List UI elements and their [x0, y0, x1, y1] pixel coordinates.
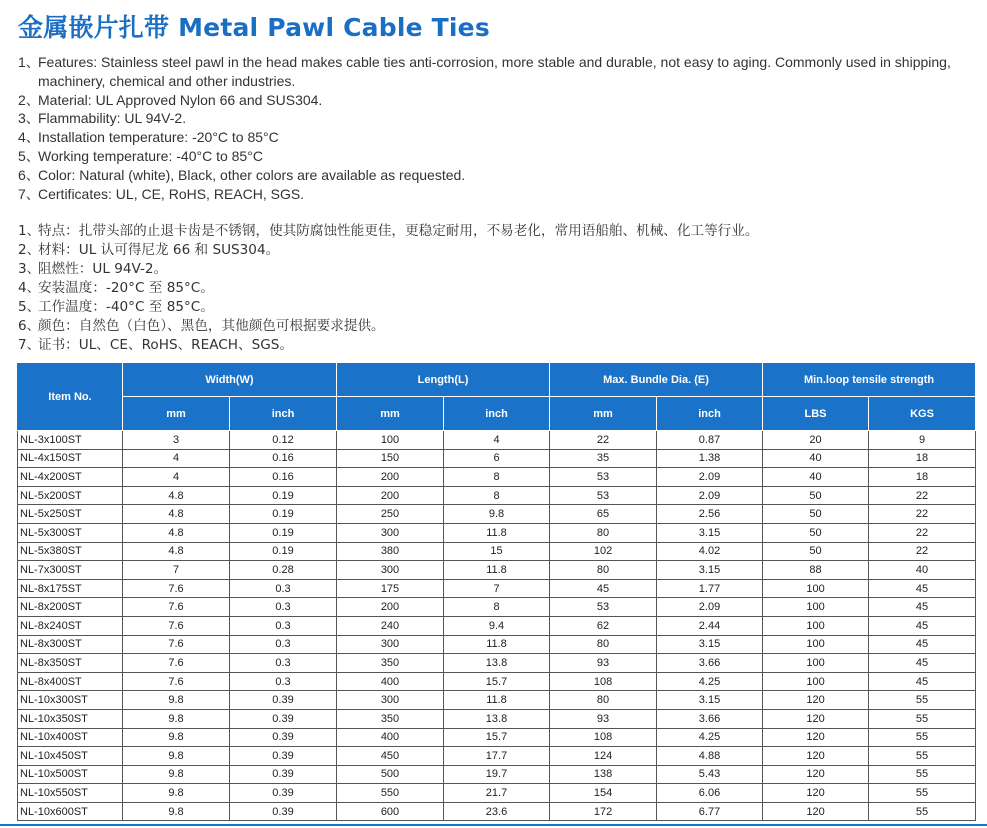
table-cell: 0.3: [230, 616, 337, 635]
feature-text: Material: UL Approved Nylon 66 and SUS304.: [38, 91, 323, 108]
table-cell: 6: [444, 449, 550, 468]
table-cell: 9.8: [123, 747, 230, 766]
feature-item: 4、 Installation temperature: -20°C to 85°C: [18, 129, 279, 146]
header-bundle-dia: Max. Bundle Dia. (E): [550, 363, 763, 397]
table-cell: 4.8: [123, 486, 230, 505]
table-cell: 120: [763, 747, 869, 766]
table-cell: 2.09: [657, 468, 763, 487]
table-cell: 0.16: [230, 468, 337, 487]
table-cell: 0.19: [230, 523, 337, 542]
feature-item: 2、 材料：UL 认可得尼龙 66 和 SUS304。: [18, 242, 280, 258]
features-list-en: [18, 53, 987, 203]
table-cell: 0.19: [230, 486, 337, 505]
table-cell: 2.09: [657, 486, 763, 505]
feature-text: 工作温度：-40°C 至 85°C。: [38, 299, 214, 315]
table-row: [18, 765, 976, 784]
feature-text: Flammability: UL 94V-2.: [38, 110, 187, 127]
table-cell: 7.6: [123, 654, 230, 673]
table-cell: 4: [444, 431, 550, 450]
table-cell: 7.6: [123, 616, 230, 635]
table-cell: 7.6: [123, 598, 230, 617]
feature-item: 2、 Material: UL Approved Nylon 66 and SUS304.: [18, 91, 323, 108]
table-cell: 4.8: [123, 542, 230, 561]
table-cell: 0.39: [230, 784, 337, 803]
table-cell: 4.88: [657, 747, 763, 766]
table-cell: 4.8: [123, 505, 230, 524]
table-cell: 300: [337, 561, 444, 580]
table-cell-item-no: NL-5x300ST: [18, 523, 123, 542]
table-cell: 1.77: [657, 579, 763, 598]
table-cell: 55: [869, 765, 976, 784]
table-cell: 0.16: [230, 449, 337, 468]
subheader-inch: inch: [657, 397, 763, 431]
table-cell: 380: [337, 542, 444, 561]
table-cell: 17.7: [444, 747, 550, 766]
table-cell-item-no: NL-10x300ST: [18, 691, 123, 710]
table-cell: 8: [444, 486, 550, 505]
table-cell: 400: [337, 672, 444, 691]
feature-item: 5、 工作温度：-40°C 至 85°C。: [18, 299, 214, 315]
feature-text: 证书：UL、CE、RoHS、REACH、SGS。: [38, 337, 293, 353]
table-cell: 45: [869, 672, 976, 691]
header-length: Length(L): [337, 363, 550, 397]
table-cell: 124: [550, 747, 657, 766]
table-row: [18, 449, 976, 468]
table-cell: 500: [337, 765, 444, 784]
feature-text: Working temperature: -40°C to 85°C: [38, 147, 263, 164]
table-cell: 2.56: [657, 505, 763, 524]
table-cell: 53: [550, 598, 657, 617]
feature-item: 1、 Features: Stainless steel pawl in the head makes cable ties anti-corrosion, more stable and durable, not easy to aging. Commonly used in shipping, machinery, chemical and other industries.: [18, 54, 951, 89]
table-cell: 15.7: [444, 728, 550, 747]
table-cell: 4.8: [123, 523, 230, 542]
table-cell-item-no: NL-10x400ST: [18, 728, 123, 747]
table-cell: 120: [763, 691, 869, 710]
feature-item: 3、 Flammability: UL 94V-2.: [18, 110, 187, 127]
table-cell: 100: [763, 579, 869, 598]
header-width: Width(W): [123, 363, 337, 397]
feature-text: Installation temperature: -20°C to 85°C: [38, 129, 279, 146]
table-cell: 40: [763, 449, 869, 468]
subheader-inch: inch: [444, 397, 550, 431]
subheader-inch: inch: [230, 397, 337, 431]
table-cell: 9.8: [123, 765, 230, 784]
subheader-kgs: KGS: [869, 397, 976, 431]
table-cell: 3.66: [657, 709, 763, 728]
table-cell: 65: [550, 505, 657, 524]
table-cell: 55: [869, 747, 976, 766]
table-cell: 80: [550, 691, 657, 710]
table-row: [18, 542, 976, 561]
table-cell: 100: [337, 431, 444, 450]
table-cell: 120: [763, 802, 869, 821]
table-cell: 55: [869, 784, 976, 803]
table-cell: 9: [869, 431, 976, 450]
table-row: [18, 431, 976, 450]
subheader-mm: mm: [123, 397, 230, 431]
table-cell: 300: [337, 635, 444, 654]
table-cell-item-no: NL-10x600ST: [18, 802, 123, 821]
table-cell: 1.38: [657, 449, 763, 468]
table-row: [18, 802, 976, 821]
feature-text: Features: Stainless steel pawl in the head makes cable ties anti-corrosion, more stable and durable, not easy to aging. Commonly used in shipping, machinery, chemical and other industries.: [38, 54, 951, 89]
table-cell: 100: [763, 672, 869, 691]
table-cell-item-no: NL-10x500ST: [18, 765, 123, 784]
feature-text: 颜色：自然色（白色）、黑色，其他颜色可根据要求提供。: [38, 318, 385, 334]
table-cell: 108: [550, 672, 657, 691]
feature-text: 特点：扎带头部的止退卡齿是不锈钢，使其防腐蚀性能更佳，更稳定耐用，不易老化，常用语船舶、机械、化工等行业。: [38, 223, 759, 239]
table-cell: 13.8: [444, 709, 550, 728]
table-cell: 88: [763, 561, 869, 580]
table-cell: 0.39: [230, 802, 337, 821]
table-cell: 172: [550, 802, 657, 821]
table-cell: 350: [337, 654, 444, 673]
table-row: [18, 728, 976, 747]
table-cell: 0.39: [230, 765, 337, 784]
table-cell: 19.7: [444, 765, 550, 784]
table-cell-item-no: NL-5x250ST: [18, 505, 123, 524]
table-cell: 550: [337, 784, 444, 803]
table-cell: 22: [550, 431, 657, 450]
table-row: [18, 505, 976, 524]
table-cell: 45: [869, 654, 976, 673]
table-cell: 100: [763, 598, 869, 617]
table-cell: 40: [763, 468, 869, 487]
bottom-divider: [0, 824, 987, 826]
table-row: [18, 561, 976, 580]
table-cell: 6.77: [657, 802, 763, 821]
table-row: [18, 672, 976, 691]
table-cell: 100: [763, 635, 869, 654]
table-cell: 100: [763, 654, 869, 673]
table-cell: 3: [123, 431, 230, 450]
table-cell: 450: [337, 747, 444, 766]
table-cell: 50: [763, 542, 869, 561]
table-cell-item-no: NL-3x100ST: [18, 431, 123, 450]
table-cell: 200: [337, 486, 444, 505]
table-cell: 3.15: [657, 635, 763, 654]
table-cell: 120: [763, 765, 869, 784]
table-cell: 22: [869, 505, 976, 524]
table-cell: 80: [550, 635, 657, 654]
table-cell: 45: [869, 598, 976, 617]
feature-text: 材料：UL 认可得尼龙 66 和 SUS304。: [38, 242, 280, 258]
table-cell: 102: [550, 542, 657, 561]
table-cell: 400: [337, 728, 444, 747]
table-cell: 45: [869, 635, 976, 654]
table-cell-item-no: NL-8x240ST: [18, 616, 123, 635]
table-cell: 2.44: [657, 616, 763, 635]
table-row: [18, 709, 976, 728]
feature-text: 安装温度：-20°C 至 85°C。: [38, 280, 214, 296]
table-row: [18, 523, 976, 542]
feature-text: Color: Natural (white), Black, other colors are available as requested.: [38, 166, 466, 183]
feature-item: 7、 Certificates: UL, CE, RoHS, REACH, SGS.: [18, 185, 305, 202]
feature-item: 6、 颜色：自然色（白色）、黑色，其他颜色可根据要求提供。: [18, 318, 385, 334]
table-cell: 0.28: [230, 561, 337, 580]
table-cell: 120: [763, 709, 869, 728]
table-cell-item-no: NL-10x350ST: [18, 709, 123, 728]
table-cell: 350: [337, 709, 444, 728]
table-cell: 22: [869, 523, 976, 542]
table-cell-item-no: NL-4x150ST: [18, 449, 123, 468]
table-cell: 120: [763, 728, 869, 747]
table-cell: 3.66: [657, 654, 763, 673]
table-cell: 175: [337, 579, 444, 598]
table-cell: 250: [337, 505, 444, 524]
table-cell: 22: [869, 486, 976, 505]
table-cell: 9.8: [123, 709, 230, 728]
table-cell: 6.06: [657, 784, 763, 803]
table-cell: 200: [337, 598, 444, 617]
table-cell: 45: [550, 579, 657, 598]
table-cell: 100: [763, 616, 869, 635]
table-cell: 40: [869, 561, 976, 580]
table-cell: 23.6: [444, 802, 550, 821]
table-cell: 120: [763, 784, 869, 803]
table-cell: 7: [123, 561, 230, 580]
feature-item: 5、 Working temperature: -40°C to 85°C: [18, 147, 263, 164]
table-row: [18, 616, 976, 635]
table-cell: 22: [869, 542, 976, 561]
table-cell: 55: [869, 802, 976, 821]
table-cell: 108: [550, 728, 657, 747]
table-cell: 11.8: [444, 561, 550, 580]
table-row: [18, 747, 976, 766]
feature-text: 阻燃性：UL 94V-2。: [38, 261, 168, 277]
table-cell: 4.25: [657, 672, 763, 691]
table-cell: 3.15: [657, 691, 763, 710]
spec-table-body: [18, 431, 976, 821]
page-title: 金属嵌片扎带 Metal Pawl Cable Ties: [18, 13, 490, 42]
table-cell: 7: [444, 579, 550, 598]
table-cell: 11.8: [444, 523, 550, 542]
table-cell: 4: [123, 468, 230, 487]
feature-item: 4、 安装温度：-20°C 至 85°C。: [18, 280, 214, 296]
table-cell: 18: [869, 449, 976, 468]
table-row: [18, 691, 976, 710]
table-cell: 80: [550, 523, 657, 542]
table-cell: 20: [763, 431, 869, 450]
table-cell-item-no: NL-8x200ST: [18, 598, 123, 617]
table-cell: 7.6: [123, 635, 230, 654]
table-cell: 53: [550, 468, 657, 487]
table-cell: 9.8: [123, 728, 230, 747]
table-cell: 8: [444, 598, 550, 617]
table-cell-item-no: NL-5x200ST: [18, 486, 123, 505]
subheader-lbs: LBS: [763, 397, 869, 431]
table-row: [18, 784, 976, 803]
header-item-no: Item No.: [18, 363, 123, 431]
table-cell: 0.3: [230, 654, 337, 673]
table-cell-item-no: NL-10x550ST: [18, 784, 123, 803]
table-row: [18, 654, 976, 673]
table-row: [18, 579, 976, 598]
table-cell-item-no: NL-4x200ST: [18, 468, 123, 487]
table-cell: 300: [337, 691, 444, 710]
table-cell: 55: [869, 691, 976, 710]
table-cell: 0.19: [230, 542, 337, 561]
table-cell: 0.3: [230, 598, 337, 617]
table-cell-item-no: NL-5x380ST: [18, 542, 123, 561]
table-cell: 4.25: [657, 728, 763, 747]
table-cell: 93: [550, 654, 657, 673]
subheader-mm: mm: [550, 397, 657, 431]
subheader-mm: mm: [337, 397, 444, 431]
table-cell: 11.8: [444, 691, 550, 710]
table-row: [18, 635, 976, 654]
features-list-cn: [18, 222, 758, 355]
table-cell: 0.3: [230, 672, 337, 691]
table-cell: 9.8: [123, 784, 230, 803]
table-cell: 35: [550, 449, 657, 468]
table-cell-item-no: NL-8x300ST: [18, 635, 123, 654]
feature-text: Certificates: UL, CE, RoHS, REACH, SGS.: [38, 185, 305, 202]
table-cell: 93: [550, 709, 657, 728]
table-cell: 15: [444, 542, 550, 561]
table-cell: 7.6: [123, 579, 230, 598]
table-cell: 600: [337, 802, 444, 821]
table-cell: 62: [550, 616, 657, 635]
table-cell: 45: [869, 579, 976, 598]
table-cell-item-no: NL-8x175ST: [18, 579, 123, 598]
table-cell: 0.19: [230, 505, 337, 524]
table-cell: 5.43: [657, 765, 763, 784]
table-cell: 300: [337, 523, 444, 542]
table-row: [18, 468, 976, 487]
table-cell: 138: [550, 765, 657, 784]
table-cell: 4: [123, 449, 230, 468]
table-cell: 7.6: [123, 672, 230, 691]
feature-item: 6、 Color: Natural (white), Black, other colors are available as requested.: [18, 166, 466, 183]
spec-table: [17, 362, 976, 821]
table-cell: 150: [337, 449, 444, 468]
table-cell: 15.7: [444, 672, 550, 691]
table-cell: 0.39: [230, 728, 337, 747]
table-cell: 9.8: [444, 505, 550, 524]
table-cell: 18: [869, 468, 976, 487]
table-cell: 200: [337, 468, 444, 487]
table-cell: 0.3: [230, 635, 337, 654]
table-cell: 50: [763, 505, 869, 524]
table-cell: 2.09: [657, 598, 763, 617]
table-cell: 55: [869, 709, 976, 728]
table-row: [18, 486, 976, 505]
table-cell: 4.02: [657, 542, 763, 561]
table-cell: 3.15: [657, 561, 763, 580]
table-cell: 80: [550, 561, 657, 580]
table-cell: 0.39: [230, 691, 337, 710]
table-cell: 9.8: [123, 691, 230, 710]
table-cell: 240: [337, 616, 444, 635]
table-cell: 0.39: [230, 709, 337, 728]
table-row: [18, 598, 976, 617]
table-cell: 0.12: [230, 431, 337, 450]
table-cell: 50: [763, 486, 869, 505]
feature-item: 7、 证书：UL、CE、RoHS、REACH、SGS。: [18, 337, 293, 353]
table-cell-item-no: NL-8x400ST: [18, 672, 123, 691]
header-tensile: Min.loop tensile strength: [763, 363, 976, 397]
table-cell-item-no: NL-10x450ST: [18, 747, 123, 766]
table-cell: 3.15: [657, 523, 763, 542]
table-cell: 8: [444, 468, 550, 487]
feature-item: 1、 特点：扎带头部的止退卡齿是不锈钢，使其防腐蚀性能更佳，更稳定耐用，不易老化，常用语船舶、机械、化工等行业。: [18, 223, 759, 239]
table-cell: 13.8: [444, 654, 550, 673]
table-cell: 53: [550, 486, 657, 505]
table-cell: 45: [869, 616, 976, 635]
table-cell: 50: [763, 523, 869, 542]
table-cell: 0.87: [657, 431, 763, 450]
table-cell: 9.4: [444, 616, 550, 635]
table-cell-item-no: NL-8x350ST: [18, 654, 123, 673]
table-cell: 154: [550, 784, 657, 803]
feature-item: 3、 阻燃性：UL 94V-2。: [18, 261, 168, 277]
table-cell: 0.39: [230, 747, 337, 766]
table-cell: 55: [869, 728, 976, 747]
table-cell: 0.3: [230, 579, 337, 598]
table-cell: 21.7: [444, 784, 550, 803]
table-cell: 9.8: [123, 802, 230, 821]
table-cell-item-no: NL-7x300ST: [18, 561, 123, 580]
table-cell: 11.8: [444, 635, 550, 654]
